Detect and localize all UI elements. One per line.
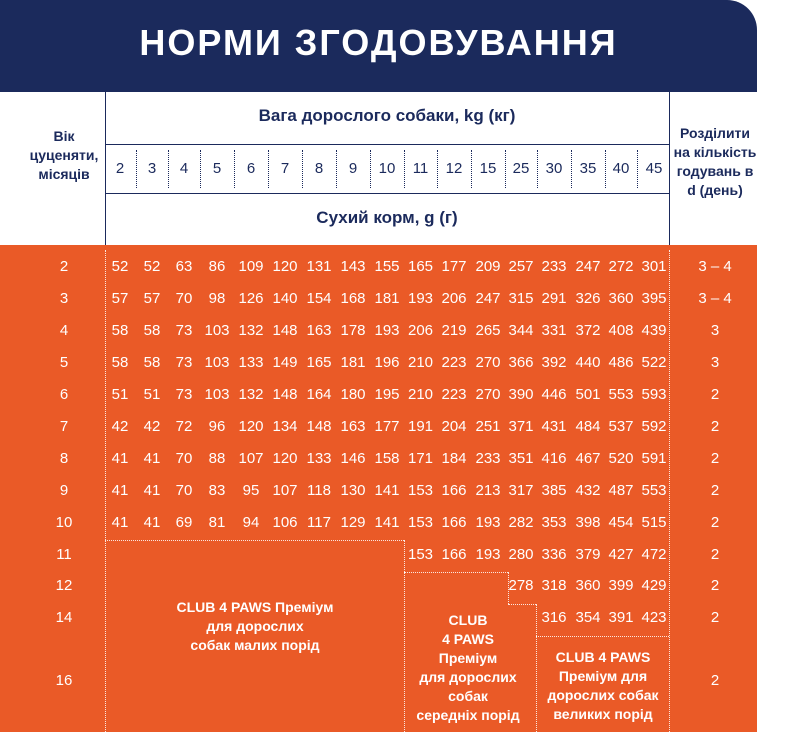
ration-cell: 107: [238, 450, 264, 467]
ration-cell: 423: [641, 609, 667, 626]
ration-cell: 553: [641, 482, 667, 499]
ration-cell: 98: [208, 290, 226, 307]
ration-cell: 291: [541, 290, 567, 307]
medium-large-divider-top: [508, 572, 509, 604]
ration-cell: 181: [340, 354, 366, 371]
feedings-header: Розділити на кількість годувань в d (день): [673, 125, 757, 198]
ration-cell: 195: [374, 386, 400, 403]
ration-cell: 120: [272, 258, 298, 275]
ration-cell: 372: [575, 322, 601, 339]
ration-cell: 52: [143, 258, 161, 275]
ration-cell: 72: [175, 418, 193, 435]
ration-cell: 166: [441, 514, 467, 531]
ration-cell: 487: [608, 482, 634, 499]
ration-cell: 153: [407, 482, 434, 499]
feedings-per-day: 3 – 4: [698, 290, 732, 307]
block-medium-breeds: [408, 611, 528, 725]
weight-30-kg: 30: [545, 160, 563, 177]
ration-cell: 265: [475, 322, 501, 339]
age-16-months: 16: [55, 672, 73, 689]
ration-cell: 360: [608, 290, 634, 307]
ration-cell: 70: [175, 290, 193, 307]
ration-cell: 95: [242, 482, 260, 499]
ration-cell: 213: [475, 482, 501, 499]
ration-cell: 58: [111, 322, 129, 339]
ration-cell: 206: [407, 322, 434, 339]
ration-cell: 439: [641, 322, 667, 339]
ration-cell: 391: [608, 609, 634, 626]
ration-cell: 141: [374, 514, 400, 531]
ration-cell: 133: [306, 450, 332, 467]
ration-cell: 88: [208, 450, 226, 467]
title-banner: [0, 0, 757, 92]
ration-cell: 73: [175, 354, 193, 371]
ration-cell: 165: [306, 354, 332, 371]
weight-4-kg: 4: [179, 160, 189, 177]
ration-cell: 379: [575, 546, 601, 563]
block-large-line: CLUB 4 PAWS: [555, 649, 651, 665]
ration-cell: 140: [272, 290, 298, 307]
weight-2-kg: 2: [115, 160, 125, 177]
ration-cell: 316: [541, 609, 567, 626]
ration-cell: 193: [374, 322, 400, 339]
weight-separator: [505, 150, 506, 188]
ration-cell: 193: [407, 290, 434, 307]
ration-cell: 96: [208, 418, 226, 435]
ration-cell: 51: [111, 386, 129, 403]
ration-cell: 223: [441, 386, 467, 403]
ration-cell: 146: [340, 450, 366, 467]
feedings-per-day: 3: [710, 322, 720, 339]
ration-cell: 592: [641, 418, 667, 435]
ration-cell: 501: [575, 386, 601, 403]
small-medium-divider-top: [404, 540, 405, 572]
large-breed-divider: [536, 636, 669, 637]
age-7-months: 7: [59, 418, 69, 435]
age-3-months: 3: [59, 290, 69, 307]
ration-cell: 392: [541, 354, 567, 371]
ration-cell: 143: [340, 258, 366, 275]
ration-cell: 591: [641, 450, 667, 467]
feedings-per-day: 2: [710, 546, 720, 563]
ration-cell: 353: [541, 514, 567, 531]
ration-cell: 117: [307, 514, 331, 531]
weight-separator: [336, 150, 337, 188]
ration-cell: 70: [175, 450, 193, 467]
ration-cell: 52: [111, 258, 129, 275]
weight-separator: [136, 150, 137, 188]
ration-cell: 431: [541, 418, 567, 435]
ration-cell: 94: [242, 514, 260, 531]
weight-35-kg: 35: [579, 160, 597, 177]
ration-cell: 210: [407, 354, 434, 371]
weight-25-kg: 25: [512, 160, 530, 177]
ration-cell: 58: [143, 322, 161, 339]
ration-cell: 251: [475, 418, 501, 435]
ration-cell: 163: [340, 418, 366, 435]
ration-cell: 282: [508, 514, 534, 531]
ration-cell: 70: [175, 482, 193, 499]
weight-separator: [200, 150, 201, 188]
ration-cell: 41: [143, 482, 161, 499]
ration-cell: 326: [575, 290, 601, 307]
ration-cell: 131: [306, 258, 332, 275]
ration-cell: 210: [407, 386, 434, 403]
ration-cell: 204: [441, 418, 467, 435]
feedings-per-day: 2: [710, 450, 720, 467]
ration-cell: 133: [238, 354, 264, 371]
feedings-per-day: 2: [710, 482, 720, 499]
ration-cell: 83: [208, 482, 226, 499]
ration-cell: 429: [641, 577, 667, 594]
block-small-line: для дорослих: [206, 618, 304, 634]
age-header-text: Вік цуценяти, місяців: [29, 128, 99, 182]
ration-cell: 196: [374, 354, 400, 371]
ration-cell: 233: [541, 258, 567, 275]
ration-cell: 41: [111, 514, 129, 531]
ration-cell: 153: [407, 514, 434, 531]
ration-cell: 515: [641, 514, 667, 531]
small-breed-divider: [105, 540, 404, 541]
ration-cell: 315: [508, 290, 534, 307]
ration-cell: 42: [111, 418, 129, 435]
weights-row-underline: [105, 193, 669, 194]
ration-cell: 209: [475, 258, 501, 275]
feedings-per-day: 2: [710, 418, 720, 435]
ration-cell: 158: [374, 450, 400, 467]
ration-cell: 57: [111, 290, 129, 307]
ration-cell: 219: [441, 322, 467, 339]
age-header: [26, 127, 102, 184]
block-medium-line: CLUB: [448, 612, 488, 628]
block-medium-line: 4 PAWS: [442, 631, 494, 647]
ration-cell: 272: [608, 258, 634, 275]
weight-8-kg: 8: [314, 160, 324, 177]
medium-large-divider-mid: [536, 604, 537, 636]
age-14-months: 14: [55, 609, 73, 626]
ration-cell: 73: [175, 322, 193, 339]
feedings-per-day: 3 – 4: [698, 258, 732, 275]
weight-separator: [605, 150, 606, 188]
weight-separator: [168, 150, 169, 188]
ration-cell: 522: [641, 354, 667, 371]
block-small-line: собак малих порід: [190, 637, 320, 653]
ration-cell: 120: [272, 450, 298, 467]
ration-cell: 171: [407, 450, 434, 467]
ration-cell: 257: [508, 258, 534, 275]
ration-cell: 366: [508, 354, 534, 371]
weight-11-kg: 11: [412, 160, 429, 177]
age-column-divider: [105, 250, 106, 732]
ration-cell: 351: [508, 450, 534, 467]
ration-cell: 317: [508, 482, 534, 499]
ration-cell: 432: [575, 482, 601, 499]
ration-cell: 233: [475, 450, 501, 467]
ration-cell: 385: [541, 482, 567, 499]
weight-45-kg: 45: [645, 160, 663, 177]
weight-separator: [571, 150, 572, 188]
ration-cell: 166: [441, 482, 467, 499]
ration-cell: 120: [238, 418, 264, 435]
block-large-line: дорослих собак: [547, 687, 659, 703]
ration-cell: 280: [508, 546, 534, 563]
ration-cell: 177: [374, 418, 400, 435]
ration-cell: 153: [407, 546, 434, 563]
ration-cell: 318: [541, 577, 567, 594]
block-large-line: великих порід: [553, 706, 653, 722]
ration-cell: 107: [272, 482, 298, 499]
ration-cell: 486: [608, 354, 634, 371]
feedings-per-day: 2: [710, 609, 720, 626]
ration-cell: 148: [306, 418, 332, 435]
ration-cell: 181: [374, 290, 400, 307]
block-small-line: CLUB 4 PAWS Преміум: [176, 599, 334, 615]
ration-cell: 177: [441, 258, 467, 275]
ration-cell: 354: [575, 609, 601, 626]
weight-separator: [234, 150, 235, 188]
ration-cell: 166: [441, 546, 467, 563]
weight-separator: [637, 150, 638, 188]
ration-cell: 399: [608, 577, 634, 594]
food-header: Сухий корм, g (г): [316, 208, 458, 227]
ration-cell: 155: [374, 258, 400, 275]
feedings-column-divider: [669, 250, 670, 732]
block-medium-line: для дорослих: [419, 669, 517, 685]
ration-cell: 360: [575, 577, 601, 594]
ration-cell: 484: [575, 418, 601, 435]
ration-cell: 398: [575, 514, 601, 531]
ration-cell: 148: [272, 386, 298, 403]
ration-cell: 132: [238, 322, 264, 339]
ration-cell: 165: [407, 258, 434, 275]
ration-cell: 103: [204, 354, 230, 371]
medium-large-step: [508, 604, 536, 605]
ration-cell: 154: [306, 290, 332, 307]
age-12-months: 12: [55, 577, 73, 594]
block-large-breeds: [538, 648, 668, 724]
age-11-months: 11: [56, 546, 72, 563]
medium-large-divider: [536, 636, 537, 732]
ration-cell: 103: [204, 386, 230, 403]
weight-separator: [404, 150, 405, 188]
ration-cell: 164: [306, 386, 332, 403]
ration-cell: 51: [143, 386, 161, 403]
age-9-months: 9: [59, 482, 69, 499]
age-8-months: 8: [59, 450, 69, 467]
block-medium-line: собак: [448, 688, 488, 704]
ration-cell: 148: [272, 322, 298, 339]
ration-cell: 41: [111, 482, 129, 499]
ration-cell: 553: [608, 386, 634, 403]
weight-separator: [268, 150, 269, 188]
weight-separator: [537, 150, 538, 188]
ration-cell: 301: [641, 258, 667, 275]
ration-cell: 336: [541, 546, 567, 563]
ration-cell: 129: [340, 514, 366, 531]
weight-15-kg: 15: [479, 160, 497, 177]
ration-cell: 390: [508, 386, 534, 403]
feedings-per-day: 2: [710, 577, 720, 594]
ration-cell: 270: [475, 386, 501, 403]
ration-cell: 106: [272, 514, 298, 531]
ration-cell: 57: [143, 290, 161, 307]
feedings-per-day: 2: [710, 386, 720, 403]
ration-cell: 446: [541, 386, 567, 403]
ration-cell: 408: [608, 322, 634, 339]
ration-cell: 109: [238, 258, 264, 275]
ration-cell: 331: [541, 322, 567, 339]
ration-cell: 130: [340, 482, 366, 499]
ration-cell: 58: [111, 354, 129, 371]
ration-cell: 467: [575, 450, 601, 467]
ration-cell: 63: [175, 258, 193, 275]
weight-header: Вага дорослого собаки, kg (кг): [258, 106, 516, 125]
ration-cell: 118: [307, 482, 331, 499]
ration-cell: 86: [208, 258, 226, 275]
ration-cell: 427: [608, 546, 634, 563]
weight-separator: [437, 150, 438, 188]
block-small-breeds: [120, 598, 390, 655]
ration-cell: 81: [208, 514, 226, 531]
ration-cell: 223: [441, 354, 467, 371]
weight-5-kg: 5: [212, 160, 222, 177]
ration-cell: 247: [475, 290, 501, 307]
block-medium-line: Преміум: [438, 650, 498, 666]
ration-cell: 41: [111, 450, 129, 467]
ration-cell: 58: [143, 354, 161, 371]
block-medium-line: середніх порід: [416, 707, 520, 723]
ration-cell: 371: [508, 418, 534, 435]
ration-cell: 178: [340, 322, 366, 339]
weight-9-kg: 9: [348, 160, 358, 177]
ration-cell: 69: [175, 514, 193, 531]
age-2-months: 2: [59, 258, 69, 275]
weight-separator: [370, 150, 371, 188]
feedings-per-day: 2: [710, 672, 720, 689]
ration-cell: 73: [175, 386, 193, 403]
weight-3-kg: 3: [147, 160, 157, 177]
ration-cell: 163: [306, 322, 332, 339]
ration-cell: 132: [238, 386, 264, 403]
ration-cell: 180: [340, 386, 366, 403]
feedings-per-day: 2: [710, 514, 720, 531]
ration-cell: 247: [575, 258, 601, 275]
ration-cell: 41: [143, 514, 161, 531]
ration-cell: 184: [441, 450, 467, 467]
ration-cell: 416: [541, 450, 567, 467]
weight-10-kg: 10: [378, 160, 396, 177]
ration-cell: 191: [407, 418, 434, 435]
ration-cell: 593: [641, 386, 667, 403]
weight-12-kg: 12: [445, 160, 463, 177]
ration-cell: 168: [340, 290, 366, 307]
weight-7-kg: 7: [280, 160, 290, 177]
ration-cell: 206: [441, 290, 467, 307]
age-4-months: 4: [59, 322, 69, 339]
feedings-per-day: 3: [710, 354, 720, 371]
ration-cell: 42: [143, 418, 161, 435]
ration-cell: 193: [475, 514, 501, 531]
weight-header-underline: [105, 144, 669, 145]
age-6-months: 6: [59, 386, 69, 403]
ration-cell: 193: [475, 546, 501, 563]
ration-cell: 520: [608, 450, 634, 467]
ration-cell: 41: [143, 450, 161, 467]
ration-cell: 270: [475, 354, 501, 371]
ration-cell: 440: [575, 354, 601, 371]
age-5-months: 5: [59, 354, 69, 371]
weight-6-kg: 6: [246, 160, 256, 177]
page-title: НОРМИ ЗГОДОВУВАННЯ: [139, 22, 618, 63]
small-medium-divider: [404, 572, 405, 732]
block-large-line: Преміум для: [558, 668, 648, 684]
ration-cell: 537: [608, 418, 634, 435]
ration-cell: 278: [508, 577, 534, 594]
weight-separator: [302, 150, 303, 188]
ration-cell: 126: [238, 290, 264, 307]
medium-breed-divider: [404, 572, 508, 573]
ration-cell: 454: [608, 514, 634, 531]
ration-cell: 149: [272, 354, 298, 371]
ration-cell: 395: [641, 290, 667, 307]
ration-cell: 141: [374, 482, 400, 499]
weight-40-kg: 40: [612, 160, 630, 177]
age-10-months: 10: [55, 514, 73, 531]
weight-separator: [471, 150, 472, 188]
ration-cell: 472: [641, 546, 667, 563]
ration-cell: 344: [508, 322, 534, 339]
ration-cell: 134: [272, 418, 298, 435]
ration-cell: 103: [204, 322, 230, 339]
